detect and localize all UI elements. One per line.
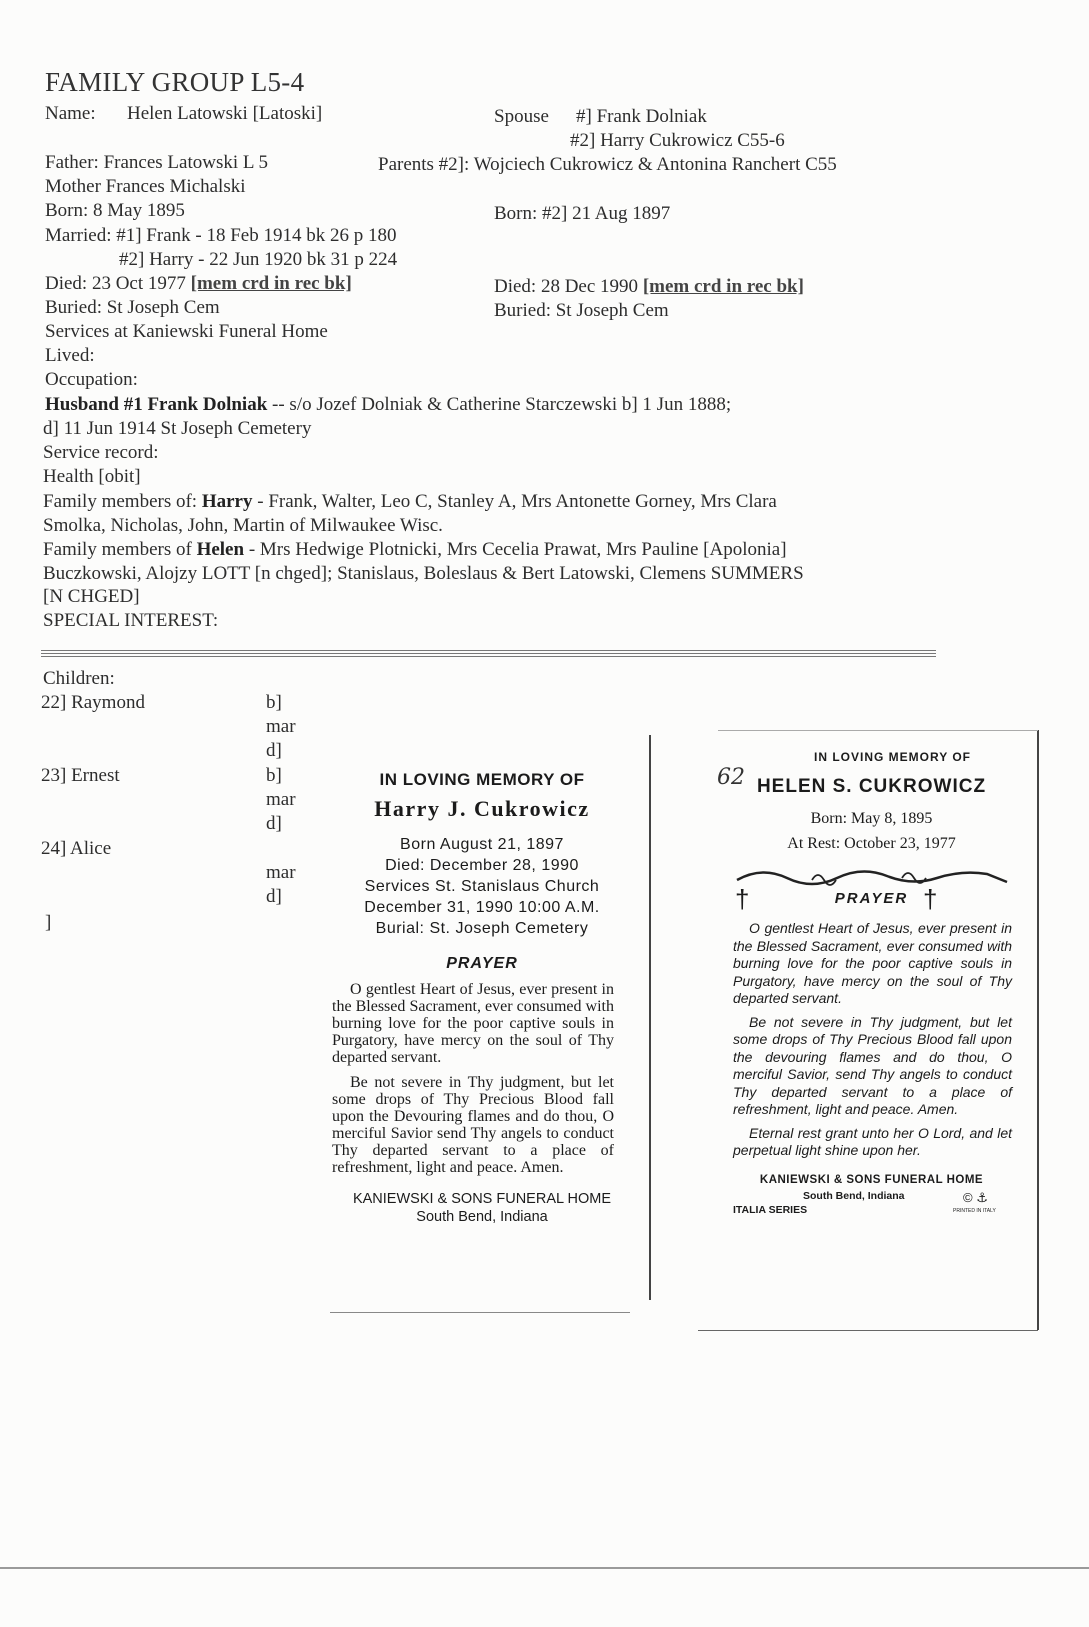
- ornament-divider: [732, 866, 1012, 888]
- card-helen-bottom-edge: [698, 1330, 1038, 1331]
- spouse-1: #] Frank Dolniak: [576, 106, 707, 127]
- divider-bottom: [41, 656, 936, 657]
- family-harry-name: Harry: [201, 491, 253, 512]
- parents-2: Parents #2]: Wojciech Cukrowicz & Antonina Ranchert C55: [378, 154, 837, 175]
- services: Services at Kaniewski Funeral Home: [45, 321, 328, 342]
- child-alice-died: d]: [266, 886, 282, 907]
- child-ernest: 23] Ernest: [41, 765, 120, 786]
- card-helen-prayer-para-1: O gentlest Heart of Jesus, ever present in the Blessed Sacrament, ever consumed with burning love for the poor captive souls in Purgatory, have mercy on the soul of Thy departed servant.: [733, 920, 1012, 1006]
- family-harry-list: - Frank, Walter, Leo C, Stanley A, Mrs Antonette Gorney, Mrs Clara: [252, 491, 777, 512]
- occupation: Occupation:: [45, 369, 138, 390]
- health: Health [obit]: [43, 466, 141, 487]
- died-memcard-link[interactable]: [mem crd in rec bk]: [190, 273, 352, 294]
- card-helen-heading: IN LOVING MEMORY OF: [813, 750, 971, 764]
- family-helen: [43, 538, 787, 562]
- page-bottom-rule: [0, 1567, 1089, 1569]
- died-text: Died: 23 Oct 1977: [45, 273, 191, 294]
- card-helen-born: Born: May 8, 1895: [810, 810, 933, 827]
- card-helen-series: ITALIA SERIES: [733, 1203, 808, 1216]
- cross-icon-left: †: [735, 884, 750, 914]
- child-ernest-born: b]: [266, 765, 282, 786]
- card-helen-location: South Bend, Indiana: [803, 1189, 905, 1202]
- child-ernest-died: d]: [266, 813, 282, 834]
- child-bracket: ]: [45, 912, 52, 933]
- lived: Lived:: [45, 345, 95, 366]
- card-helen-funeral-home: KANIEWSKI & SONS FUNERAL HOME: [759, 1173, 984, 1186]
- card-harry-right-edge: [649, 735, 651, 1300]
- family-helen-line3: [N CHGED]: [43, 586, 140, 607]
- card-harry-prayer-para-2: Be not severe in Thy judgment, but let some drops of Thy Precious Blood fall upon the Devouring flames and do thou, O merciful Savior send Thy angels to conduct Thy departed servant to a place of refreshment, light and peace. Amen.: [332, 1074, 614, 1176]
- family-helen-name: Helen: [196, 539, 245, 560]
- card-helen-rest: At Rest: October 23, 1977: [787, 835, 956, 852]
- handwritten-note: 62: [717, 765, 745, 790]
- mother: Mother Frances Michalski: [45, 176, 246, 197]
- family-helen-line2: Buczkowski, Alojzy LOTT [n chged]; Stanislaus, Boleslaus & Bert Latowski, Clemens SUMMERS: [43, 563, 804, 584]
- married-2: #2] Harry - 22 Jun 1920 bk 31 p 224: [119, 249, 398, 270]
- card-harry-burial: Burial: St. Joseph Cemetery: [375, 920, 589, 937]
- memorial-card-helen: [703, 730, 1040, 1328]
- family-harry-label: Family members of:: [43, 491, 202, 512]
- card-harry-location: South Bend, Indiana: [416, 1209, 548, 1225]
- cross-icon-right: †: [923, 884, 938, 914]
- card-harry-born: Born August 21, 1897: [400, 836, 564, 853]
- died-2: [494, 275, 804, 299]
- born: Born: 8 May 1895: [45, 200, 185, 221]
- card-harry-bottom-edge: [330, 1312, 630, 1313]
- child-raymond-born: b]: [266, 692, 282, 713]
- card-helen-prayer-para-2: Be not severe in Thy judgment, but let some drops of Thy Precious Blood fall upon the devouring flames and do thou, O merciful Savior, send Thy angels to conduct Thy departed servant to a place of refreshment, light and peace. Amen.: [733, 1013, 1012, 1117]
- family-harry-line2: Smolka, Nicholas, John, Martin of Milwaukee Wisc.: [43, 515, 443, 536]
- divider-top: [41, 650, 936, 651]
- name-value: Helen Latowski [Latoski]: [127, 103, 323, 124]
- died-2-text: Died: 28 Dec 1990: [494, 276, 643, 297]
- spouse-label: Spouse: [494, 106, 549, 127]
- card-harry-heading: IN LOVING MEMORY OF: [379, 770, 585, 789]
- child-raymond: 22] Raymond: [41, 692, 145, 713]
- father: Father: Frances Latowski L 5: [45, 152, 269, 173]
- card-harry-died: Died: December 28, 1990: [385, 857, 579, 874]
- card-harry-prayer-para-1: O gentlest Heart of Jesus, ever present in the Blessed Sacrament, ever consumed with burning love for the poor captive souls in Purgatory, have mercy on the soul of Thy departed servant.: [332, 981, 614, 1066]
- name-label: Name:: [45, 103, 96, 124]
- husband-1: [45, 393, 731, 417]
- died-2-memcard-link[interactable]: [mem crd in rec bk]: [642, 276, 804, 297]
- child-ernest-mar: mar: [266, 789, 296, 810]
- buried-2: Buried: St Joseph Cem: [494, 300, 669, 321]
- copyright-anchor-icon: © ⚓: [963, 1189, 988, 1205]
- husband-1-death: d] 11 Jun 1914 St Joseph Cemetery: [43, 418, 312, 439]
- card-helen-top-edge: [718, 730, 1038, 731]
- card-harry-services: Services St. Stanislaus Church: [364, 878, 600, 895]
- married-1: Married: #1] Frank - 18 Feb 1914 bk 26 p 180: [45, 225, 397, 246]
- card-harry-prayer-heading: PRAYER: [446, 955, 518, 972]
- card-helen-name: HELEN S. CUKROWICZ: [756, 776, 987, 797]
- children-label: Children:: [43, 668, 115, 689]
- family-helen-list: - Mrs Hedwige Plotnicki, Mrs Cecelia Prawat, Mrs Pauline [Apolonia]: [244, 539, 787, 560]
- service-record: Service record:: [43, 442, 159, 463]
- child-alice-mar: mar: [266, 862, 296, 883]
- card-harry-date: December 31, 1990 10:00 A.M.: [364, 899, 600, 916]
- special-interest: SPECIAL INTEREST:: [43, 610, 219, 631]
- divider-mid: [41, 653, 936, 654]
- child-alice: 24] Alice: [41, 838, 112, 859]
- husband-1-parents: -- s/o Jozef Dolniak & Catherine Starczewski b] 1 Jun 1888;: [267, 394, 732, 415]
- card-helen-right-edge: [1037, 730, 1039, 1330]
- card-helen-prayer-para-3: Eternal rest grant unto her O Lord, and let perpetual light shine upon her.: [733, 1124, 1012, 1158]
- child-raymond-mar: mar: [266, 716, 296, 737]
- card-harry-name: Harry J. Cukrowicz: [374, 796, 590, 821]
- memorial-card-harry: [322, 748, 642, 1318]
- husband-1-name: Husband #1 Frank Dolniak: [45, 394, 268, 415]
- card-helen-prayer-heading: PRAYER: [834, 890, 909, 907]
- born-2: Born: #2] 21 Aug 1897: [494, 203, 671, 224]
- buried: Buried: St Joseph Cem: [45, 297, 220, 318]
- page-title: FAMILY GROUP L5-4: [45, 67, 305, 97]
- spouse-2: #2] Harry Cukrowicz C55-6: [570, 130, 785, 151]
- family-harry: [43, 490, 777, 514]
- family-helen-label: Family members of: [43, 539, 197, 560]
- died: [45, 272, 352, 296]
- child-raymond-died: d]: [266, 740, 282, 761]
- card-harry-funeral-home: KANIEWSKI & SONS FUNERAL HOME: [352, 1191, 612, 1207]
- printed-in-italy: PRINTED IN ITALY: [953, 1207, 996, 1214]
